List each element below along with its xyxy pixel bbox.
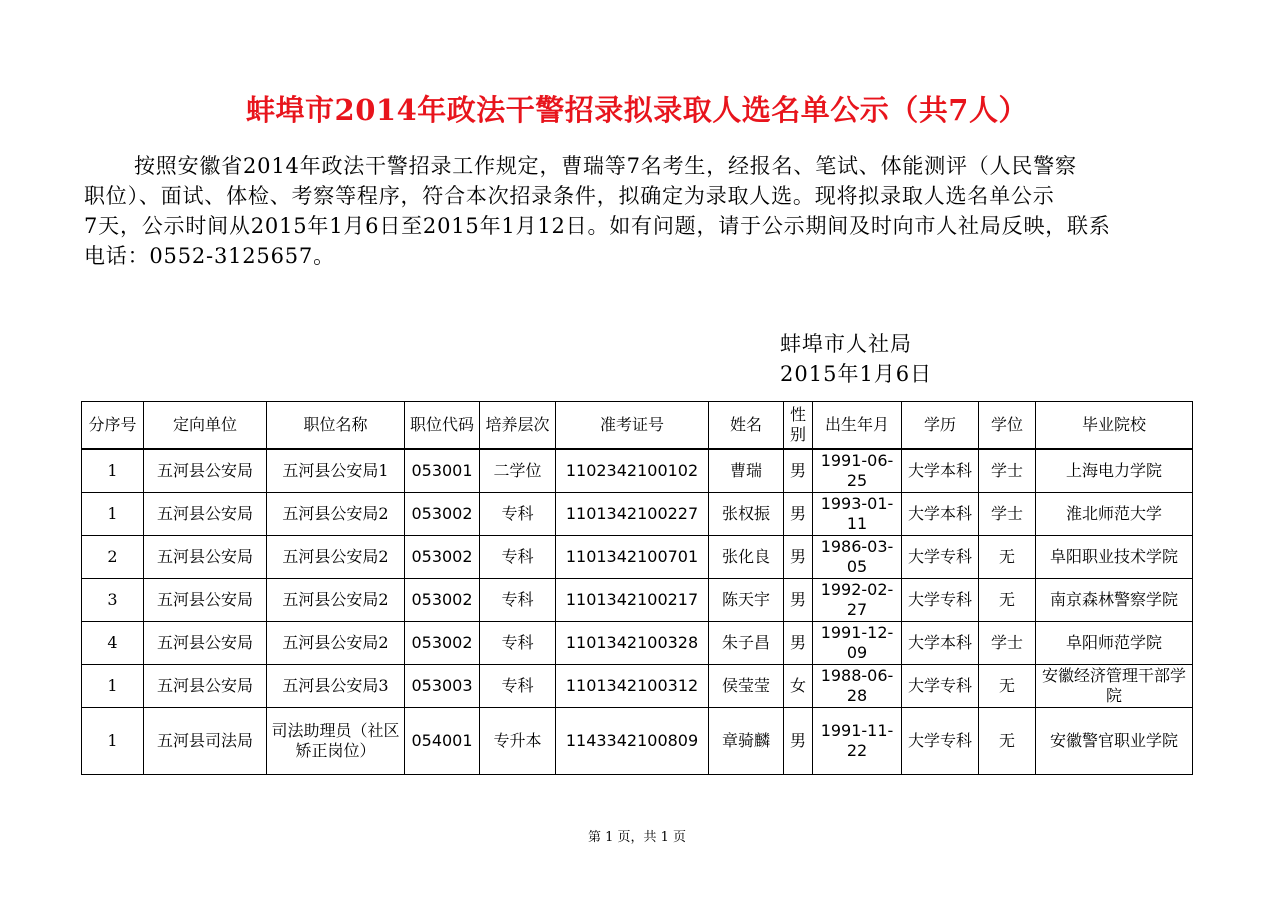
table-cell: 大学本科	[902, 493, 979, 536]
header-cell: 姓名	[709, 402, 784, 450]
table-cell: 五河县公安局2	[267, 536, 405, 579]
table-cell: 安徽警官职业学院	[1036, 708, 1193, 775]
table-cell: 无	[979, 708, 1036, 775]
table-cell: 无	[979, 665, 1036, 708]
table-cell: 上海电力学院	[1036, 449, 1193, 493]
document-title: 蚌埠市2014年政法干警招录拟录取人选名单公示（共7人）	[246, 93, 1028, 127]
table-cell: 专科	[480, 536, 556, 579]
table-cell: 1101342100227	[556, 493, 709, 536]
header-cell: 性别	[784, 402, 813, 450]
table-cell: 1143342100809	[556, 708, 709, 775]
table-cell: 1101342100328	[556, 622, 709, 665]
table-cell: 朱子昌	[709, 622, 784, 665]
table-cell: 侯莹莹	[709, 665, 784, 708]
header-cell: 准考证号	[556, 402, 709, 450]
table-cell: 1991-11-22	[813, 708, 902, 775]
table-cell: 五河县公安局	[144, 449, 267, 493]
table-cell: 2	[82, 536, 144, 579]
table-cell: 053001	[405, 449, 480, 493]
table-row	[82, 665, 1193, 708]
table-cell: 4	[82, 622, 144, 665]
table-cell: 五河县公安局2	[267, 622, 405, 665]
header-cell: 出生年月	[813, 402, 902, 450]
page-footer: 第 1 页，共 1 页	[587, 830, 687, 845]
table-cell: 053003	[405, 665, 480, 708]
table-cell: 1	[82, 449, 144, 493]
table-cell: 1	[82, 665, 144, 708]
header-cell: 定向单位	[144, 402, 267, 450]
table-cell: 男	[784, 536, 813, 579]
table-cell: 1991-12-09	[813, 622, 902, 665]
table-cell: 五河县公安局1	[267, 449, 405, 493]
table-header-row	[82, 402, 1193, 450]
table-cell: 1101342100312	[556, 665, 709, 708]
table-row	[82, 579, 1193, 622]
table-cell: 学士	[979, 622, 1036, 665]
table-cell: 1992-02-27	[813, 579, 902, 622]
table-cell: 大学专科	[902, 708, 979, 775]
admission-roster-table	[81, 401, 1193, 775]
notice-paragraph-line-3: 7天，公示时间从2015年1月6日至2015年1月12日。如有问题，请于公示期间及时向市人社局反映，联系	[84, 214, 1111, 238]
table-cell: 五河县司法局	[144, 708, 267, 775]
table-cell: 大学专科	[902, 665, 979, 708]
table-cell: 五河县公安局2	[267, 579, 405, 622]
table-cell: 3	[82, 579, 144, 622]
table-cell: 男	[784, 579, 813, 622]
table-cell: 阜阳职业技术学院	[1036, 536, 1193, 579]
table-cell: 五河县公安局	[144, 579, 267, 622]
table-cell: 大学专科	[902, 579, 979, 622]
table-cell: 五河县公安局	[144, 622, 267, 665]
table-cell: 二学位	[480, 449, 556, 493]
header-cell: 职位代码	[405, 402, 480, 450]
table-cell: 专科	[480, 665, 556, 708]
table-cell: 1993-01-11	[813, 493, 902, 536]
table-cell: 淮北师范大学	[1036, 493, 1193, 536]
table-cell: 053002	[405, 493, 480, 536]
table-cell: 053002	[405, 579, 480, 622]
table-cell: 1	[82, 708, 144, 775]
table-cell: 专升本	[480, 708, 556, 775]
table-cell: 1102342100102	[556, 449, 709, 493]
table-cell: 学士	[979, 449, 1036, 493]
table-cell: 专科	[480, 579, 556, 622]
table-row	[82, 493, 1193, 536]
table-cell: 五河县公安局	[144, 536, 267, 579]
table-cell: 054001	[405, 708, 480, 775]
table-cell: 五河县公安局2	[267, 493, 405, 536]
table-cell: 司法助理员（社区矫正岗位）	[267, 708, 405, 775]
header-cell: 培养层次	[480, 402, 556, 450]
table-cell: 女	[784, 665, 813, 708]
header-cell: 毕业院校	[1036, 402, 1193, 450]
signature-date: 2015年1月6日	[780, 362, 933, 386]
table-cell: 男	[784, 493, 813, 536]
notice-paragraph-line-4: 电话：0552-3125657。	[84, 244, 335, 268]
table-cell: 1988-06-28	[813, 665, 902, 708]
signature-organization: 蚌埠市人社局	[780, 332, 912, 356]
table-cell: 学士	[979, 493, 1036, 536]
table-cell: 阜阳师范学院	[1036, 622, 1193, 665]
table-row	[82, 536, 1193, 579]
table-cell: 张化良	[709, 536, 784, 579]
table-cell: 1	[82, 493, 144, 536]
table-row	[82, 708, 1193, 775]
notice-paragraph-line-2: 职位）、面试、体检、考察等程序，符合本次招录条件，拟确定为录取人选。现将拟录取人选名单公示	[84, 184, 1055, 208]
table-cell: 053002	[405, 622, 480, 665]
table-row	[82, 449, 1193, 493]
table-cell: 专科	[480, 622, 556, 665]
notice-paragraph-line-1: 按照安徽省2014年政法干警招录工作规定，曹瑞等7名考生，经报名、笔试、体能测评（人民警察	[134, 154, 1077, 178]
table-body	[82, 449, 1193, 775]
header-cell: 分序号	[82, 402, 144, 450]
table-cell: 专科	[480, 493, 556, 536]
table-cell: 1101342100701	[556, 536, 709, 579]
table-cell: 大学专科	[902, 536, 979, 579]
table-cell: 1101342100217	[556, 579, 709, 622]
table-cell: 五河县公安局3	[267, 665, 405, 708]
table-cell: 大学本科	[902, 622, 979, 665]
table-cell: 男	[784, 708, 813, 775]
table-cell: 大学本科	[902, 449, 979, 493]
table-cell: 章骑麟	[709, 708, 784, 775]
table-cell: 安徽经济管理干部学院	[1036, 665, 1193, 708]
table-cell: 1991-06-25	[813, 449, 902, 493]
table-cell: 曹瑞	[709, 449, 784, 493]
table-cell: 南京森林警察学院	[1036, 579, 1193, 622]
header-cell: 学位	[979, 402, 1036, 450]
table-cell: 五河县公安局	[144, 665, 267, 708]
table-cell: 053002	[405, 536, 480, 579]
table-cell: 无	[979, 536, 1036, 579]
table-row	[82, 622, 1193, 665]
header-cell: 学历	[902, 402, 979, 450]
table-cell: 陈天宇	[709, 579, 784, 622]
table-cell: 五河县公安局	[144, 493, 267, 536]
header-cell: 职位名称	[267, 402, 405, 450]
table-cell: 男	[784, 449, 813, 493]
table-cell: 无	[979, 579, 1036, 622]
table-cell: 1986-03-05	[813, 536, 902, 579]
table-cell: 张权振	[709, 493, 784, 536]
table-cell: 男	[784, 622, 813, 665]
